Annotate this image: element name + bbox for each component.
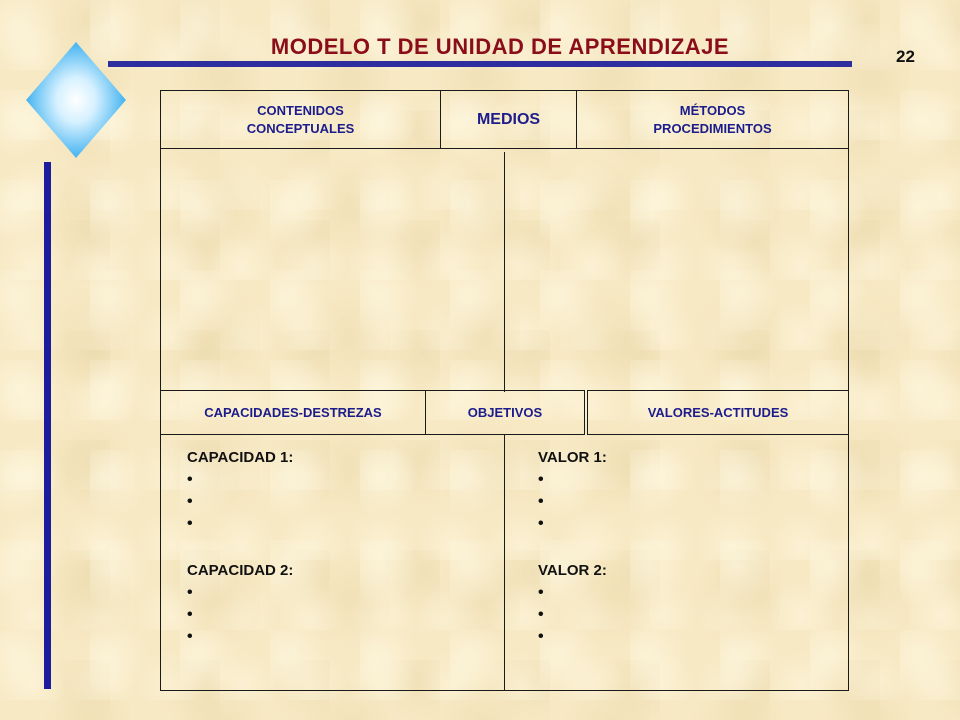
list-item: • bbox=[187, 606, 193, 623]
capacidades-header bbox=[160, 390, 426, 435]
t-lower-divider bbox=[504, 434, 505, 691]
valores-header bbox=[587, 390, 849, 435]
t-upper-divider bbox=[504, 152, 505, 392]
list-item: • bbox=[538, 628, 544, 645]
list-item: • bbox=[187, 515, 193, 532]
list-item: • bbox=[538, 515, 544, 532]
left-accent-bar bbox=[44, 162, 51, 689]
contenidos-line-1: CONTENIDOS bbox=[257, 102, 344, 118]
valores-list bbox=[538, 447, 607, 648]
metodos-line-2: PROCEDIMIENTOS bbox=[653, 120, 772, 136]
list-item: • bbox=[187, 493, 193, 510]
medios-label: MEDIOS bbox=[476, 110, 541, 128]
title-underline-bar bbox=[108, 61, 852, 67]
slide-title: MODELO T DE UNIDAD DE APRENDIZAJE bbox=[270, 34, 730, 59]
capacidad-2-label: CAPACIDAD 2: bbox=[187, 562, 294, 579]
medios-header bbox=[440, 90, 577, 149]
page-number: 22 bbox=[896, 47, 915, 66]
contenidos-line-2: CONCEPTUALES bbox=[246, 120, 355, 136]
capacidad-1-label: CAPACIDAD 1: bbox=[187, 449, 294, 466]
capacidades-label: CAPACIDADES-DESTREZAS bbox=[204, 405, 382, 420]
list-item: • bbox=[538, 606, 544, 623]
list-item: • bbox=[538, 493, 544, 510]
valor-2-label: VALOR 2: bbox=[538, 562, 607, 579]
objetivos-label: OBJETIVOS bbox=[467, 405, 543, 420]
list-item: • bbox=[187, 584, 193, 601]
capacidades-list bbox=[187, 447, 293, 648]
list-item: • bbox=[538, 471, 544, 488]
metodos-line-1: MÉTODOS bbox=[679, 102, 746, 118]
list-item: • bbox=[187, 628, 193, 645]
valor-1-label: VALOR 1: bbox=[538, 449, 607, 466]
contenidos-header bbox=[160, 90, 441, 149]
metodos-header bbox=[576, 90, 849, 149]
list-item: • bbox=[538, 584, 544, 601]
blue-diamond-icon bbox=[24, 40, 128, 160]
list-item: • bbox=[187, 471, 193, 488]
valores-label: VALORES-ACTITUDES bbox=[647, 405, 789, 420]
objetivos-header bbox=[425, 390, 585, 435]
